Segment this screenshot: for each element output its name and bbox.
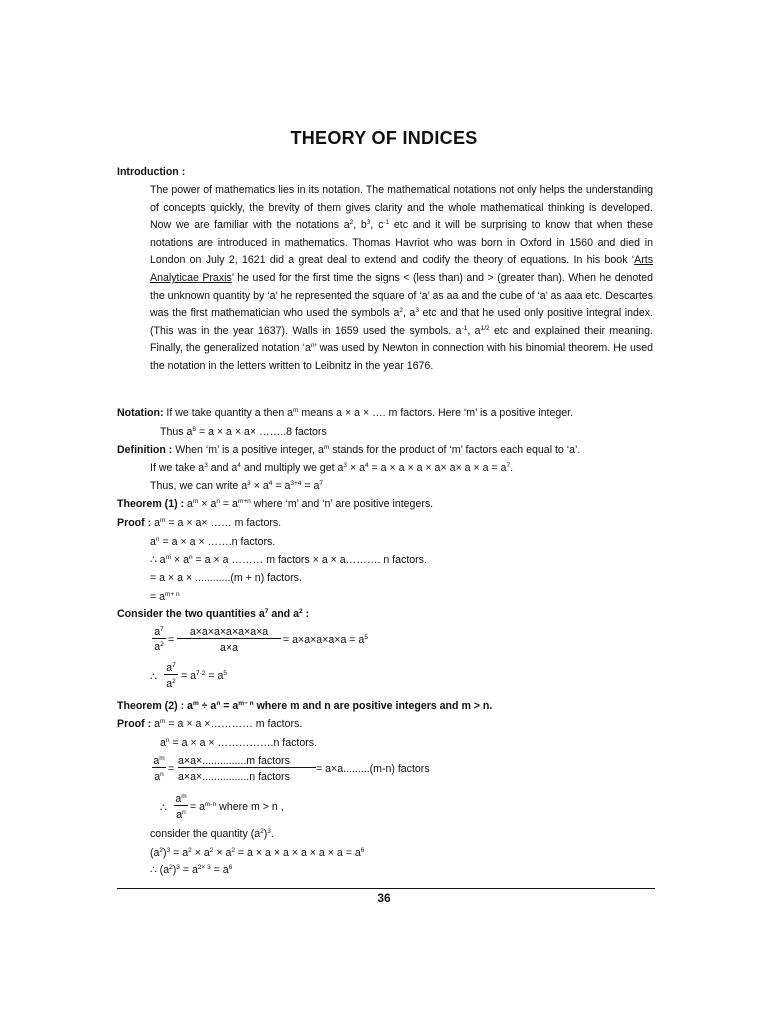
therefore-symbol: ∴ (150, 671, 157, 683)
footer-divider (117, 888, 655, 889)
expanded-numerator: a×a×a×a×a×a×a (177, 626, 281, 639)
factors-result: = a×a.........(m-n) factors (316, 763, 430, 775)
equals-sign: = (168, 634, 175, 646)
result-power: = $a^{7-2} = a^5$ (181, 670, 228, 682)
result-power: = $a^{m-n}$ where m > n , (190, 801, 284, 813)
introduction-heading: Introduction : (117, 166, 186, 178)
notation-line: Notation: If we take quantity a then $a^m$ means a × a × …. m factors. Here ‘m’ is a positive integer. (117, 407, 574, 419)
book-title-link: Arts Analyticae Praxis (150, 254, 653, 284)
theorem-2-proof-line-2: $a^n = a \times a$ × …………….n factors. (160, 737, 318, 749)
theorem-2-proof-line-1: Proof : $a^m = a \times a$ ×………… m factors. (117, 718, 303, 730)
power-expansion-line: $(a^2)^3 = a^2 \times a^2 \times a^2 = a \times a \times a \times a \times a \times a = a^6$ (150, 847, 365, 859)
page-title: THEORY OF INDICES (290, 128, 478, 148)
theorem-1-proof-line-3: ∴ $a^m \times a^n = a \times a$ ……… m factors × a × a………. n factors. (150, 554, 427, 566)
definition-example: If we take $a^3$ and $a^4$ and multiply we get $a^3 \times a^4 = a \times a \times a \times a\times a\times a \times a = a^7$. (150, 462, 514, 474)
theorem-1-proof-line-2: $a^n = a \times a$ × …….n factors. (150, 536, 276, 548)
result-fraction-denominator: $a^n$ (176, 809, 186, 821)
expanded-result: = $a\times a\times a\times a\times a = a^5$ (283, 634, 368, 646)
fraction-a7-numerator: $a^7$ (152, 626, 166, 639)
expanded-denominator: a×a (220, 642, 238, 654)
definition-line: Definition : When ‘m’ is a positive integer, $a^m$ stands for the product of ‘m’ factors each equal to ‘a’. (117, 444, 581, 456)
fraction-am-numerator: $a^m$ (153, 755, 165, 767)
theorem-1-proof-line-1: Proof : $a^m = a \times a\times$ …… m factors. (117, 517, 282, 529)
result-fraction-numerator: $a^m$ (175, 793, 187, 805)
theorem-1-statement: Theorem (1) : $a^m \times a^n = a^{m+n}$ where ‘m’ and ‘n’ are positive integers. (117, 498, 434, 510)
introduction-paragraph: The power of mathematics lies in its notation. The mathematical notations not only helps the understanding of concepts quickly, the brevity of them gives clarity and the whole mathematical thinking is developed. Now we are familiar with the notations $a^2$, $b^3$, $c^{-1}$ etc and it will be surprising to know that when these notations are introduced in mathematics. Thomas Havriot who was born in Oxford in 1560 and died in London on July 2, 1621 did a great deal to extend and codify the theory of equations. In his book ‘Arts Analyticae Praxis’ he used for the first time the signs < (less than) and > (greater than). When he denoted the unknown quantity by ‘a’ he represented the square of ‘a’ as aa and the cube of ‘a’ as aaa etc. Descartes was the first mathematician who used the symbols $a^2$, $a^3$ etc and that he used only positive integral index. (This was in the year 1637). Walls in 1659 used the symbols. $a^{-1}$, $a^{1/2}$ etc and explained their meaning. Finally, the generalized notation ‘$a^n$’ was used by Newton in connection with his binomial theorem. He used the notation in the letters written to Leibnitz in the year 1676. (150, 184, 654, 372)
result-fraction-denominator: $a^2$ (166, 678, 176, 690)
fraction-an-denominator: $a^n$ (154, 771, 164, 783)
result-fraction-numerator: $a^7$ (164, 662, 178, 675)
power-result-line: ∴ $(a^2)^3 = a^{2\times 3} = a^6$ (150, 864, 233, 876)
factors-numerator: a×a×...............m factors (178, 755, 316, 768)
consider-heading: Consider the two quantities $a^7$ and $a^2$ : (117, 608, 310, 620)
theorem-2-statement: Theorem (2) : $a^m \div a^n = a^{m- n}$ where m and n are positive integers and m > n. (117, 700, 493, 712)
fraction-a2-denominator: $a^2$ (154, 641, 164, 653)
theorem-1-proof-line-5: = $a^{m+ n}$ (150, 591, 180, 603)
power-consider-line: consider the quantity $(a^2)^3$. (150, 828, 274, 840)
factors-denominator: a×a×................n factors (178, 771, 290, 783)
page-number: 36 (377, 891, 391, 905)
definition-conclusion: Thus, we can write $a^3 \times a^4 = a^{3+4} = a^7$ (150, 480, 323, 492)
therefore-symbol: ∴ (160, 802, 167, 814)
equals-sign: = (168, 763, 175, 775)
notation-example: Thus $a^8 = a \times a \times a\times$ ……..8 factors (160, 426, 327, 438)
theorem-1-proof-line-4: = a × a × ............(m + n) factors. (150, 572, 302, 584)
